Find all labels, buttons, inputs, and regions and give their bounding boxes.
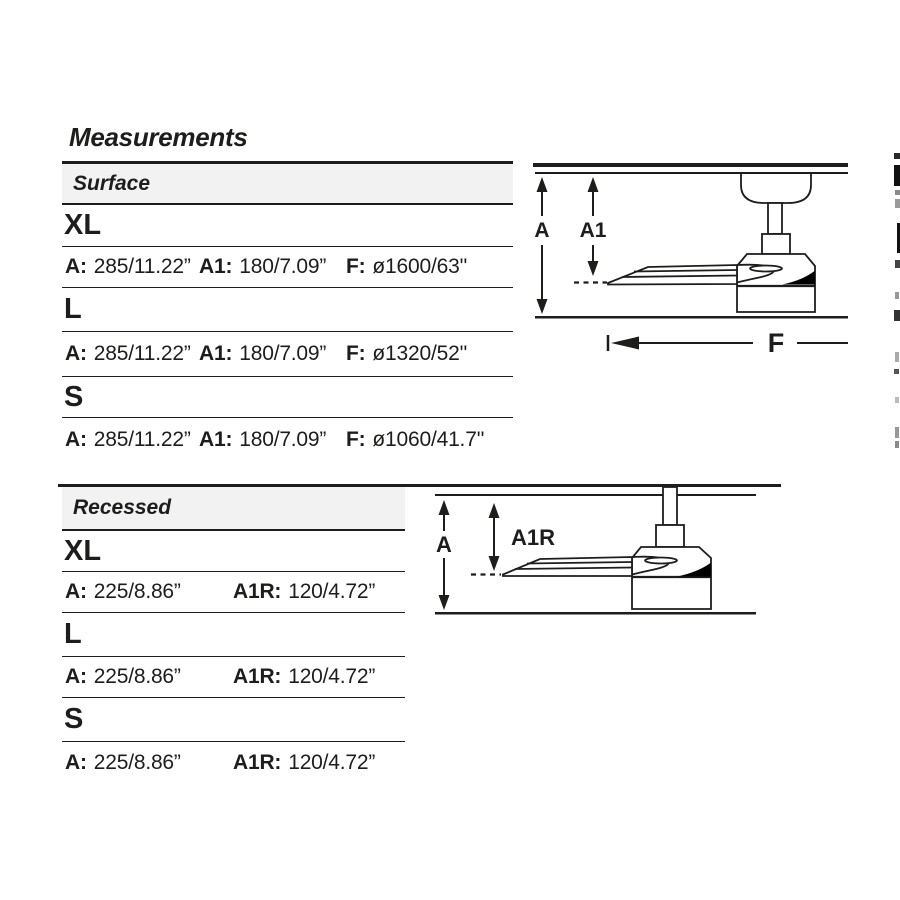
fan-bottom-reference-line bbox=[535, 316, 848, 319]
recessed-table-header bbox=[62, 487, 405, 531]
measurement-value: ø1600/63'' bbox=[372, 255, 468, 278]
page-title: Measurements bbox=[69, 122, 248, 152]
table-row bbox=[62, 332, 513, 377]
table-row-size bbox=[62, 288, 513, 332]
measurement-value: 180/7.09” bbox=[239, 255, 327, 278]
fan-blade-tip bbox=[645, 558, 677, 564]
size-label: XL bbox=[64, 209, 102, 241]
measurement-label: A1: bbox=[199, 342, 233, 365]
measurement-label: A: bbox=[65, 427, 87, 451]
ceiling-fan-drawing bbox=[574, 174, 815, 312]
clipped-text-fragment bbox=[895, 352, 899, 362]
clipped-text-fragment bbox=[895, 427, 899, 438]
measurement-value: 225/8.86” bbox=[93, 665, 181, 688]
measurement-a bbox=[65, 428, 199, 452]
recessed-header-label: Recessed bbox=[73, 496, 172, 519]
table-row-size bbox=[62, 377, 513, 418]
measurement-a1 bbox=[199, 255, 346, 279]
measurement-a1r bbox=[233, 580, 405, 604]
dimension-label-a: A bbox=[436, 532, 452, 557]
fan-coupler bbox=[762, 234, 790, 254]
clipped-text-fragment bbox=[895, 260, 900, 268]
measurement-value: 285/11.22” bbox=[93, 427, 191, 451]
measurement-label: F: bbox=[346, 342, 366, 365]
dimension-label-a1r: A1R bbox=[511, 525, 556, 550]
measurement-a1r bbox=[233, 751, 405, 775]
fan-downrod bbox=[663, 487, 677, 525]
surface-header-label: Surface bbox=[73, 171, 151, 195]
table-row-size bbox=[62, 698, 405, 742]
table-row bbox=[62, 247, 513, 288]
measurement-label: A: bbox=[65, 342, 87, 365]
dimension-line-f bbox=[608, 335, 848, 351]
fan-canopy bbox=[741, 174, 811, 203]
size-label: S bbox=[64, 380, 84, 413]
measurement-a bbox=[65, 580, 233, 604]
measurement-f bbox=[346, 428, 513, 452]
recessed-table bbox=[62, 487, 405, 783]
measurement-a bbox=[65, 255, 199, 279]
clipped-text-fragment bbox=[895, 441, 899, 448]
table-row bbox=[62, 418, 513, 461]
clipped-text-fragment bbox=[895, 199, 900, 208]
measurement-value: 120/4.72” bbox=[288, 580, 376, 603]
arrowhead-down-icon bbox=[489, 556, 500, 571]
arrowhead-up-icon bbox=[489, 503, 500, 518]
measurement-a bbox=[65, 342, 199, 366]
measurement-label: A1: bbox=[199, 255, 233, 278]
clipped-text-fragment bbox=[895, 292, 899, 299]
size-label: XL bbox=[64, 534, 102, 567]
measurement-value: 180/7.09” bbox=[239, 427, 327, 451]
ceiling-line-thin bbox=[535, 172, 848, 174]
dimension-arrow-a1r bbox=[489, 503, 500, 571]
table-row-size bbox=[62, 205, 513, 247]
table-row bbox=[62, 657, 405, 698]
measurement-f bbox=[346, 255, 513, 279]
dimension-label-a: A bbox=[534, 219, 550, 242]
measurement-value: ø1060/41.7'' bbox=[372, 427, 485, 451]
measurement-label: F: bbox=[346, 255, 366, 278]
arrowhead-down-icon bbox=[588, 261, 599, 276]
measurement-value: 120/4.72” bbox=[288, 750, 376, 774]
measurement-label: A: bbox=[65, 750, 87, 774]
measurement-a bbox=[65, 665, 233, 689]
size-label: S bbox=[64, 703, 84, 735]
measurement-f bbox=[346, 342, 513, 366]
fan-coupler bbox=[656, 525, 684, 547]
recessed-mount-diagram bbox=[430, 482, 786, 622]
dimension-label-a1: A1 bbox=[579, 219, 607, 242]
dimension-arrow-a bbox=[537, 177, 548, 314]
measurement-value: 225/8.86” bbox=[93, 580, 181, 603]
measurement-label: A1R: bbox=[233, 580, 282, 603]
dimension-label-f: F bbox=[767, 328, 785, 358]
clipped-text-fragment bbox=[894, 153, 900, 159]
measurement-label: A1R: bbox=[233, 665, 282, 688]
table-row-size bbox=[62, 613, 405, 657]
table-row-size bbox=[62, 531, 405, 572]
arrowhead-down-icon bbox=[439, 595, 450, 610]
measurement-a bbox=[65, 751, 233, 775]
arrowhead-up-icon bbox=[588, 177, 599, 192]
measurement-a1 bbox=[199, 342, 346, 366]
ceiling-line-thin bbox=[435, 494, 756, 496]
measurement-label: A1: bbox=[199, 427, 233, 451]
fan-bottom-reference-line bbox=[435, 612, 756, 615]
table-row bbox=[62, 742, 405, 783]
arrowhead-up-icon bbox=[537, 177, 548, 192]
measurement-a1r bbox=[233, 665, 405, 689]
measurement-label: A: bbox=[65, 665, 87, 688]
clipped-text-fragment bbox=[894, 165, 900, 186]
fan-downrod bbox=[768, 203, 782, 234]
fan-blade bbox=[608, 265, 737, 285]
surface-mount-diagram bbox=[530, 158, 900, 360]
arrowhead-up-icon bbox=[439, 500, 450, 515]
measurement-value: 285/11.22” bbox=[93, 255, 191, 278]
clipped-text-fragment bbox=[894, 369, 899, 374]
clipped-text-fragment bbox=[895, 190, 900, 195]
arrowhead-down-icon bbox=[537, 299, 548, 314]
measurement-value: 180/7.09” bbox=[239, 342, 327, 365]
measurement-value: ø1320/52'' bbox=[372, 342, 468, 365]
size-label: L bbox=[64, 618, 82, 650]
measurement-label: A: bbox=[65, 255, 87, 278]
measurement-value: 285/11.22” bbox=[93, 342, 191, 365]
measurement-label: F: bbox=[346, 427, 366, 451]
ceiling-line-thick bbox=[533, 163, 848, 167]
arrowhead-left-icon bbox=[611, 337, 639, 350]
clipped-text-fragment bbox=[894, 310, 900, 321]
measurement-value: 225/8.86” bbox=[93, 750, 181, 774]
fan-blade-tip bbox=[750, 266, 782, 272]
measurement-label: A1R: bbox=[233, 750, 282, 774]
measurement-a1 bbox=[199, 428, 346, 452]
measurement-value: 120/4.72” bbox=[288, 665, 376, 688]
clipped-text-fragment bbox=[895, 397, 899, 403]
measurement-label: A: bbox=[65, 580, 87, 603]
surface-table-header bbox=[62, 164, 513, 205]
table-row bbox=[62, 572, 405, 613]
ceiling-fan-drawing bbox=[471, 487, 711, 609]
size-label: L bbox=[64, 293, 82, 325]
surface-table bbox=[62, 161, 513, 461]
fan-blade bbox=[503, 557, 632, 576]
